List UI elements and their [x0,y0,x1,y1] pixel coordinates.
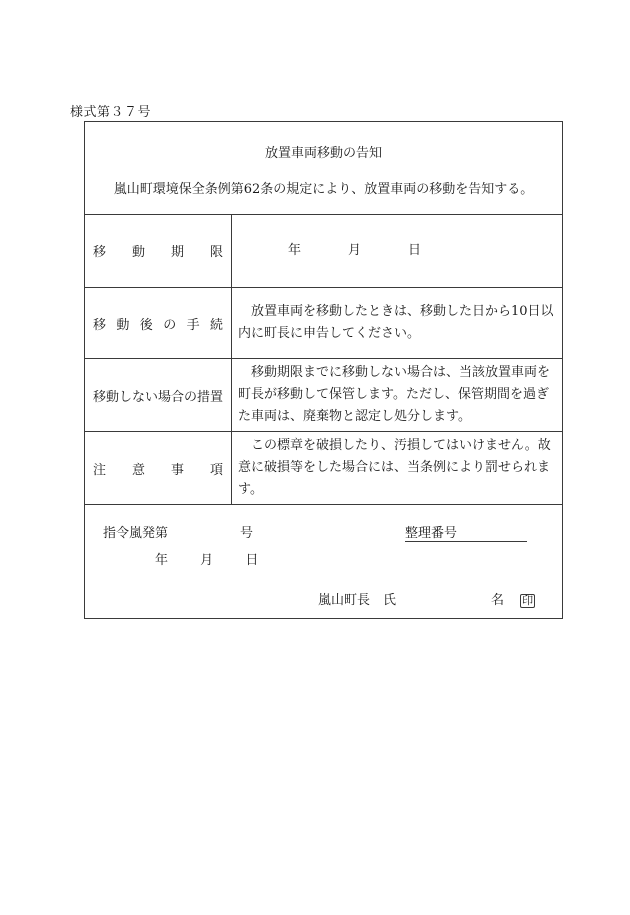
notes-label: 注意事項 [93,462,223,478]
day-unit: 日 [245,553,259,568]
issuer: 嵐山町長 氏 [318,593,397,608]
command-number: 指令嵐発第 号 [103,526,254,541]
notes-text: この標章を破損したり、汚損してはいけません。故意に破損等をした場合には、当条例により罰せられます。 [238,438,551,497]
name-label: 名 [491,593,505,608]
month-unit: 月 [200,553,214,568]
month-unit: 月 [348,242,362,258]
measures-label: 移動しない場合の措置 [92,389,223,405]
reference-number-blank [457,541,527,542]
row-label [85,359,232,431]
after-move-procedure-label: 移動後の手続 [93,317,223,333]
seal-icon: 印 [522,594,534,607]
row-label [85,214,232,287]
measures-text: 移動期限までに移動しない場合は、当該放置車両を町長が移動して保管します。ただし、保管期間を過ぎた車両は、廃棄物と認定し処分します。 [238,365,551,424]
legal-statement: 嵐山町環境保全条例第62条の規定により、放置車両の移動を告知する。 [113,182,534,197]
year-unit: 年 [288,242,302,258]
move-deadline-label: 移動期限 [93,245,223,260]
row-move-deadline [85,214,562,288]
row-label [85,288,232,358]
form-header [85,122,562,215]
move-deadline-value [232,214,562,287]
day-unit: 日 [408,242,422,258]
issue-date [155,549,286,568]
form-number: 様式第３７号 [70,105,152,120]
row-after-move-procedure [85,288,562,359]
name-seal [491,589,535,608]
form-title: 放置車両移動の告知 [264,146,382,161]
reference-number [405,522,527,542]
after-move-procedure-text: 放置車両を移動したときは、移動した日から10日以内に町長に申告してください。 [238,304,554,341]
form-footer [85,505,562,618]
date-slots [238,240,558,262]
row-measures-if-not-moved [85,359,562,432]
notice-form [84,121,563,619]
reference-number-label: 整理番号 [405,526,458,541]
year-unit: 年 [155,553,169,568]
row-label [85,432,232,504]
row-notes [85,432,562,505]
